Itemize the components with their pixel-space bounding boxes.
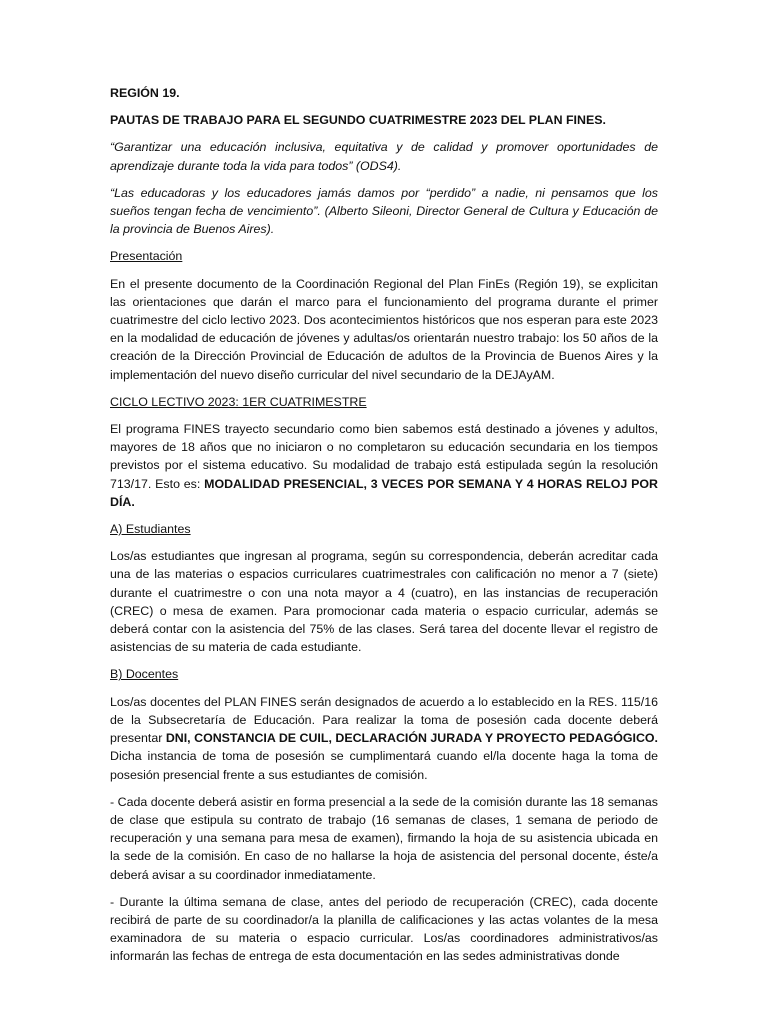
paragraph-docentes (110, 693, 658, 784)
quote-sileoni: “Las educadoras y los educadores jamás damos por “perdido” a nadie, ni pensamos que los sueños tengan fecha de vencimiento”. (Alberto Sileoni, Director General de Cultura y Educación de la provincia de Buenos Aires). (110, 185, 658, 237)
paragraph-presentacion: En el presente documento de la Coordinación Regional del Plan FinEs (Región 19), se explicitan las orientaciones que darán el marco para el funcionamiento del programa durante el primer cuatrimestre del ciclo lectivo 2023. Dos acontecimientos históricos que nos esperan para este 2023 en la modalidad de educación de jóvenes y adultas/os orientarán nuestro trabajo: los 50 años de la creación de la Dirección Provincial de Educación de adultos de la Provincia de Buenos Aires y la implementación del nuevo diseño curricular del nivel secundario de la DEJAyAM. (110, 276, 658, 382)
quote-ods4: “Garantizar una educación inclusiva, equitativa y de calidad y promover oportunidades de aprendizaje durante toda la vida para todos” (ODS4). (110, 140, 658, 173)
paragraph-ciclo-lectivo (110, 420, 658, 511)
section-heading-estudiantes: A) Estudiantes (110, 522, 191, 537)
section-heading-ciclo-lectivo: CICLO LECTIVO 2023: 1ER CUATRIMESTRE (110, 394, 367, 409)
documentacion-highlight: DNI, CONSTANCIA DE CUIL, DECLARACIÓN JURADA Y PROYECTO PEDAGÓGICO. (165, 731, 658, 746)
list-item-asistencia: - Cada docente deberá asistir en forma presencial a la sede de la comisión durante las 18 semanas de clase que estipula su contrato de trabajo (16 semanas de clases, 1 semana de periodo de recuperación y una semana para mesa de examen), firmando la hoja de su asistencia ubicada en la sede de la comisión. En caso de no hallarse la hoja de asistencia del personal docente, éste/a deberá avisar a su coordinador inmediatamente. (110, 794, 658, 882)
modalidad-highlight: MODALIDAD PRESENCIAL, 3 VECES POR SEMANA Y 4 HORAS RELOJ POR DÍA. (110, 476, 658, 509)
ciclo-text: El programa FINES trayecto secundario como bien sabemos está destinado a jóvenes y adultos, mayores de 18 años que no iniciaron o no completaron su educación secundaria en los tiempos previstos por el sistema educativo. Su modalidad de trabajo está estipulada según la resolución 713/17. Esto es: (110, 422, 658, 491)
docentes-text-a: Los/as docentes del PLAN FINES serán designados de acuerdo a lo establecido en la RES. 115/16 de la Subsecretaría de Educación. Para realizar la toma de posesión cada docente deberá presentar (110, 694, 658, 746)
section-heading-docentes: B) Docentes (110, 667, 179, 682)
document-page (110, 84, 658, 975)
docentes-text-b: Dicha instancia de toma de posesión se cumplimentará cuando el/la docente haga la toma de posesión presencial frente a sus estudiantes de comisión. (110, 749, 658, 782)
document-title: PAUTAS DE TRABAJO PARA EL SEGUNDO CUATRIMESTRE 2023 DEL PLAN FINES. (110, 113, 606, 128)
section-heading-presentacion: Presentación (110, 249, 183, 264)
paragraph-estudiantes: Los/as estudiantes que ingresan al programa, según su correspondencia, deberán acreditar cada una de las materias o espacios curriculares cuatrimestrales con calificación no menor a 7 (siete) durante el cuatrimestre o con una nota mayor a 4 (cuatro), en las instancias de recuperación (CREC) o mesa de examen. Para promocionar cada materia o espacio curricular, además se deberá contar con la asistencia del 75% de las clases. Será tarea del docente llevar el registro de asistencias de su materia de cada estudiante. (110, 549, 658, 655)
list-item-calificaciones: - Durante la última semana de clase, antes del periodo de recuperación (CREC), cada docente recibirá de parte de su coordinador/a la planilla de calificaciones y las actas volantes de la mesa examinadora de su materia o espacio curricular. Los/as coordinadores administrativos/as informarán las fechas de entrega de esta documentación en las sedes administrativas donde (110, 894, 658, 964)
region-heading: REGIÓN 19. (110, 86, 180, 100)
